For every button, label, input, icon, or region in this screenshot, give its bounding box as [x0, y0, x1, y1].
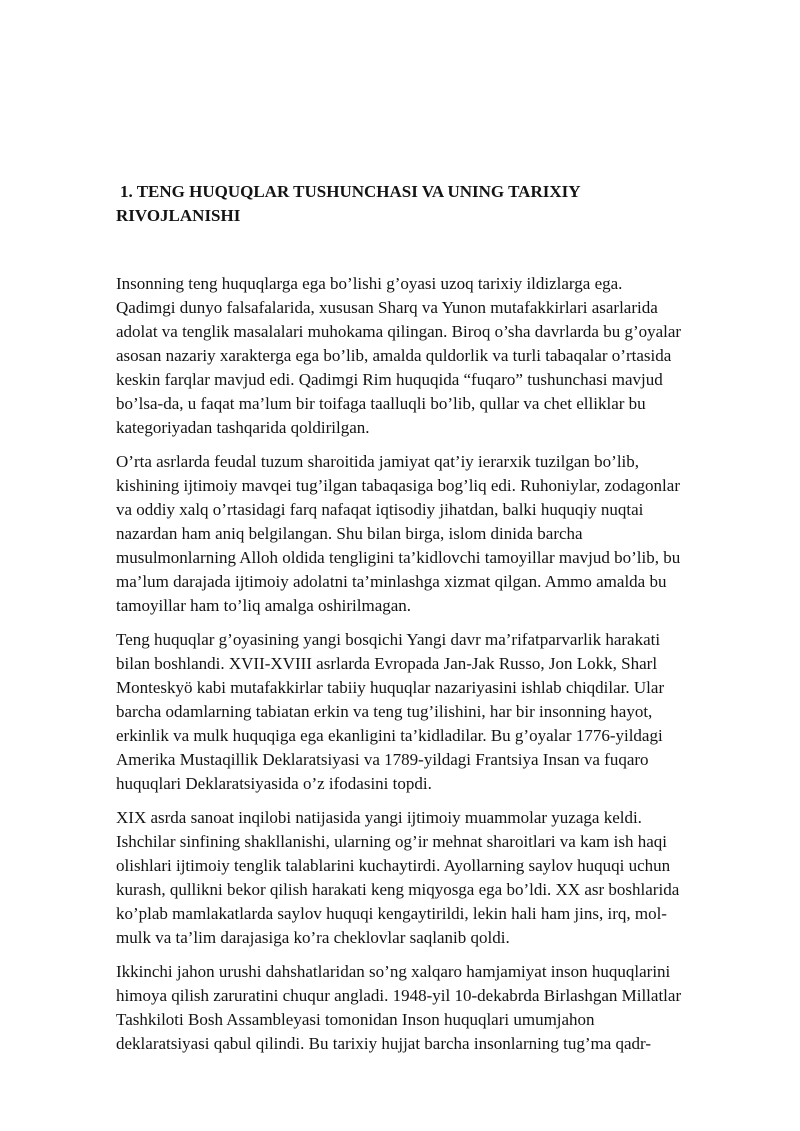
paragraph-line: O’rta asrlarda feudal tuzum sharoitida jamiyat qat’iy ierarxik tuzilgan bo’lib, [116, 452, 640, 471]
paragraph-line: tamoyillar ham to’liq amalga oshirilmagan. [116, 596, 412, 615]
paragraph-line: keskin farqlar mavjud edi. Qadimgi Rim huquqida “fuqaro” tushunchasi mavjud [116, 370, 663, 389]
paragraph-line: olishlari ijtimoiy tenglik talablarini kuchaytirdi. Ayollarning saylov huquqi uchun [116, 856, 671, 875]
paragraph-line: kurash, qullikni bekor qilish harakati keng miqyosga ega bo’ldi. XX asr boshlarida [116, 880, 680, 899]
paragraph-line: musulmonlarning Alloh oldida tengligini ta’kidlovchi tamoyillar mavjud bo’lib, bu [116, 548, 681, 567]
paragraph-line: adolat va tenglik masalalari muhokama qilingan. Biroq o’sha davrlarda bu g’oyalar [116, 322, 682, 341]
paragraph-4 [116, 806, 752, 950]
paragraph-2 [116, 450, 752, 618]
body-text [116, 272, 752, 1066]
paragraph-line: barcha odamlarning tabiatan erkin va teng tug’ilishini, har bir insonning hayot, [116, 702, 653, 721]
paragraph-line: himoya qilish zaruratini chuqur angladi. 1948-yil 10-dekabrda Birlashgan Millatlar [116, 986, 682, 1005]
paragraph-line: Teng huquqlar g’oyasining yangi bosqichi Yangi davr ma’rifatparvarlik harakati [116, 630, 661, 649]
paragraph-line: asosan nazariy xarakterga ega bo’lib, amalda quldorlik va turli tabaqalar o’rtasida [116, 346, 672, 365]
paragraph-line: Ikkinchi jahon urushi dahshatlaridan so’ng xalqaro hamjamiyat inson huquqlarini [116, 962, 671, 981]
paragraph-line: mulk va ta’lim darajasiga ko’ra cheklovlar saqlanib qoldi. [116, 928, 510, 947]
paragraph-line: Insonning teng huquqlarga ega bo’lishi g’oyasi uzoq tarixiy ildizlarga ega. [116, 274, 623, 293]
paragraph-line: deklaratsiyasi qabul qilindi. Bu tarixiy hujjat barcha insonlarning tug’ma qadr- [116, 1034, 652, 1053]
paragraph-line: Tashkiloti Bosh Assambleyasi tomonidan Inson huquqlari umumjahon [116, 1010, 595, 1029]
paragraph-3 [116, 628, 752, 796]
paragraph-line: huquqlari Deklaratsiyasida o’z ifodasini topdi. [116, 774, 432, 793]
paragraph-line: Monteskyö kabi mutafakkirlar tabiiy huquqlar nazariyasini ishlab chiqdilar. Ular [116, 678, 665, 697]
paragraph-line: erkinlik va mulk huquqiga ega ekanligini ta’kidladilar. Bu g’oyalar 1776-yildagi [116, 726, 663, 745]
paragraph-line: kategoriyadan tashqarida qoldirilgan. [116, 418, 370, 437]
paragraph-line: XIX asrda sanoat inqilobi natijasida yangi ijtimoiy muammolar yuzaga keldi. [116, 808, 642, 827]
paragraph-line: Ishchilar sinfining shakllanishi, ularning og’ir mehnat sharoitlari va kam ish haqi [116, 832, 667, 851]
paragraph-line: bilan boshlandi. XVII-XVIII asrlarda Evropada Jan-Jak Russo, Jon Lokk, Sharl [116, 654, 658, 673]
section-heading [116, 180, 716, 228]
paragraph-line: ma’lum darajada ijtimoiy adolatni ta’minlashga xizmat qilgan. Ammo amalda bu [116, 572, 667, 591]
paragraph-line: Amerika Mustaqillik Deklaratsiyasi va 1789-yildagi Frantsiya Insan va fuqaro [116, 750, 649, 769]
paragraph-line: bo’lsa-da, u faqat ma’lum bir toifaga taalluqli bo’lib, qullar va chet elliklar bu [116, 394, 646, 413]
paragraph-line: va oddiy xalq o’rtasidagi farq nafaqat iqtisodiy jihatdan, balki huquqiy nuqtai [116, 500, 644, 519]
paragraph-line: Qadimgi dunyo falsafalarida, xususan Sharq va Yunon mutafakkirlari asarlarida [116, 298, 658, 317]
section-heading-line-2: RIVOJLANISHI [116, 206, 241, 225]
paragraph-line: ko’plab mamlakatlarda saylov huquqi kengaytirildi, lekin hali ham jins, irq, mol- [116, 904, 667, 923]
paragraph-line: nazardan ham aniq belgilangan. Shu bilan birga, islom dinida barcha [116, 524, 583, 543]
paragraph-1 [116, 272, 752, 440]
section-heading-line-1: 1. TENG HUQUQLAR TUSHUNCHASI VA UNING TARIXIY [120, 182, 581, 201]
paragraph-5 [116, 960, 752, 1056]
paragraph-line: kishining ijtimoiy mavqei tug’ilgan tabaqasiga bog’liq edi. Ruhoniylar, zodagonlar [116, 476, 680, 495]
